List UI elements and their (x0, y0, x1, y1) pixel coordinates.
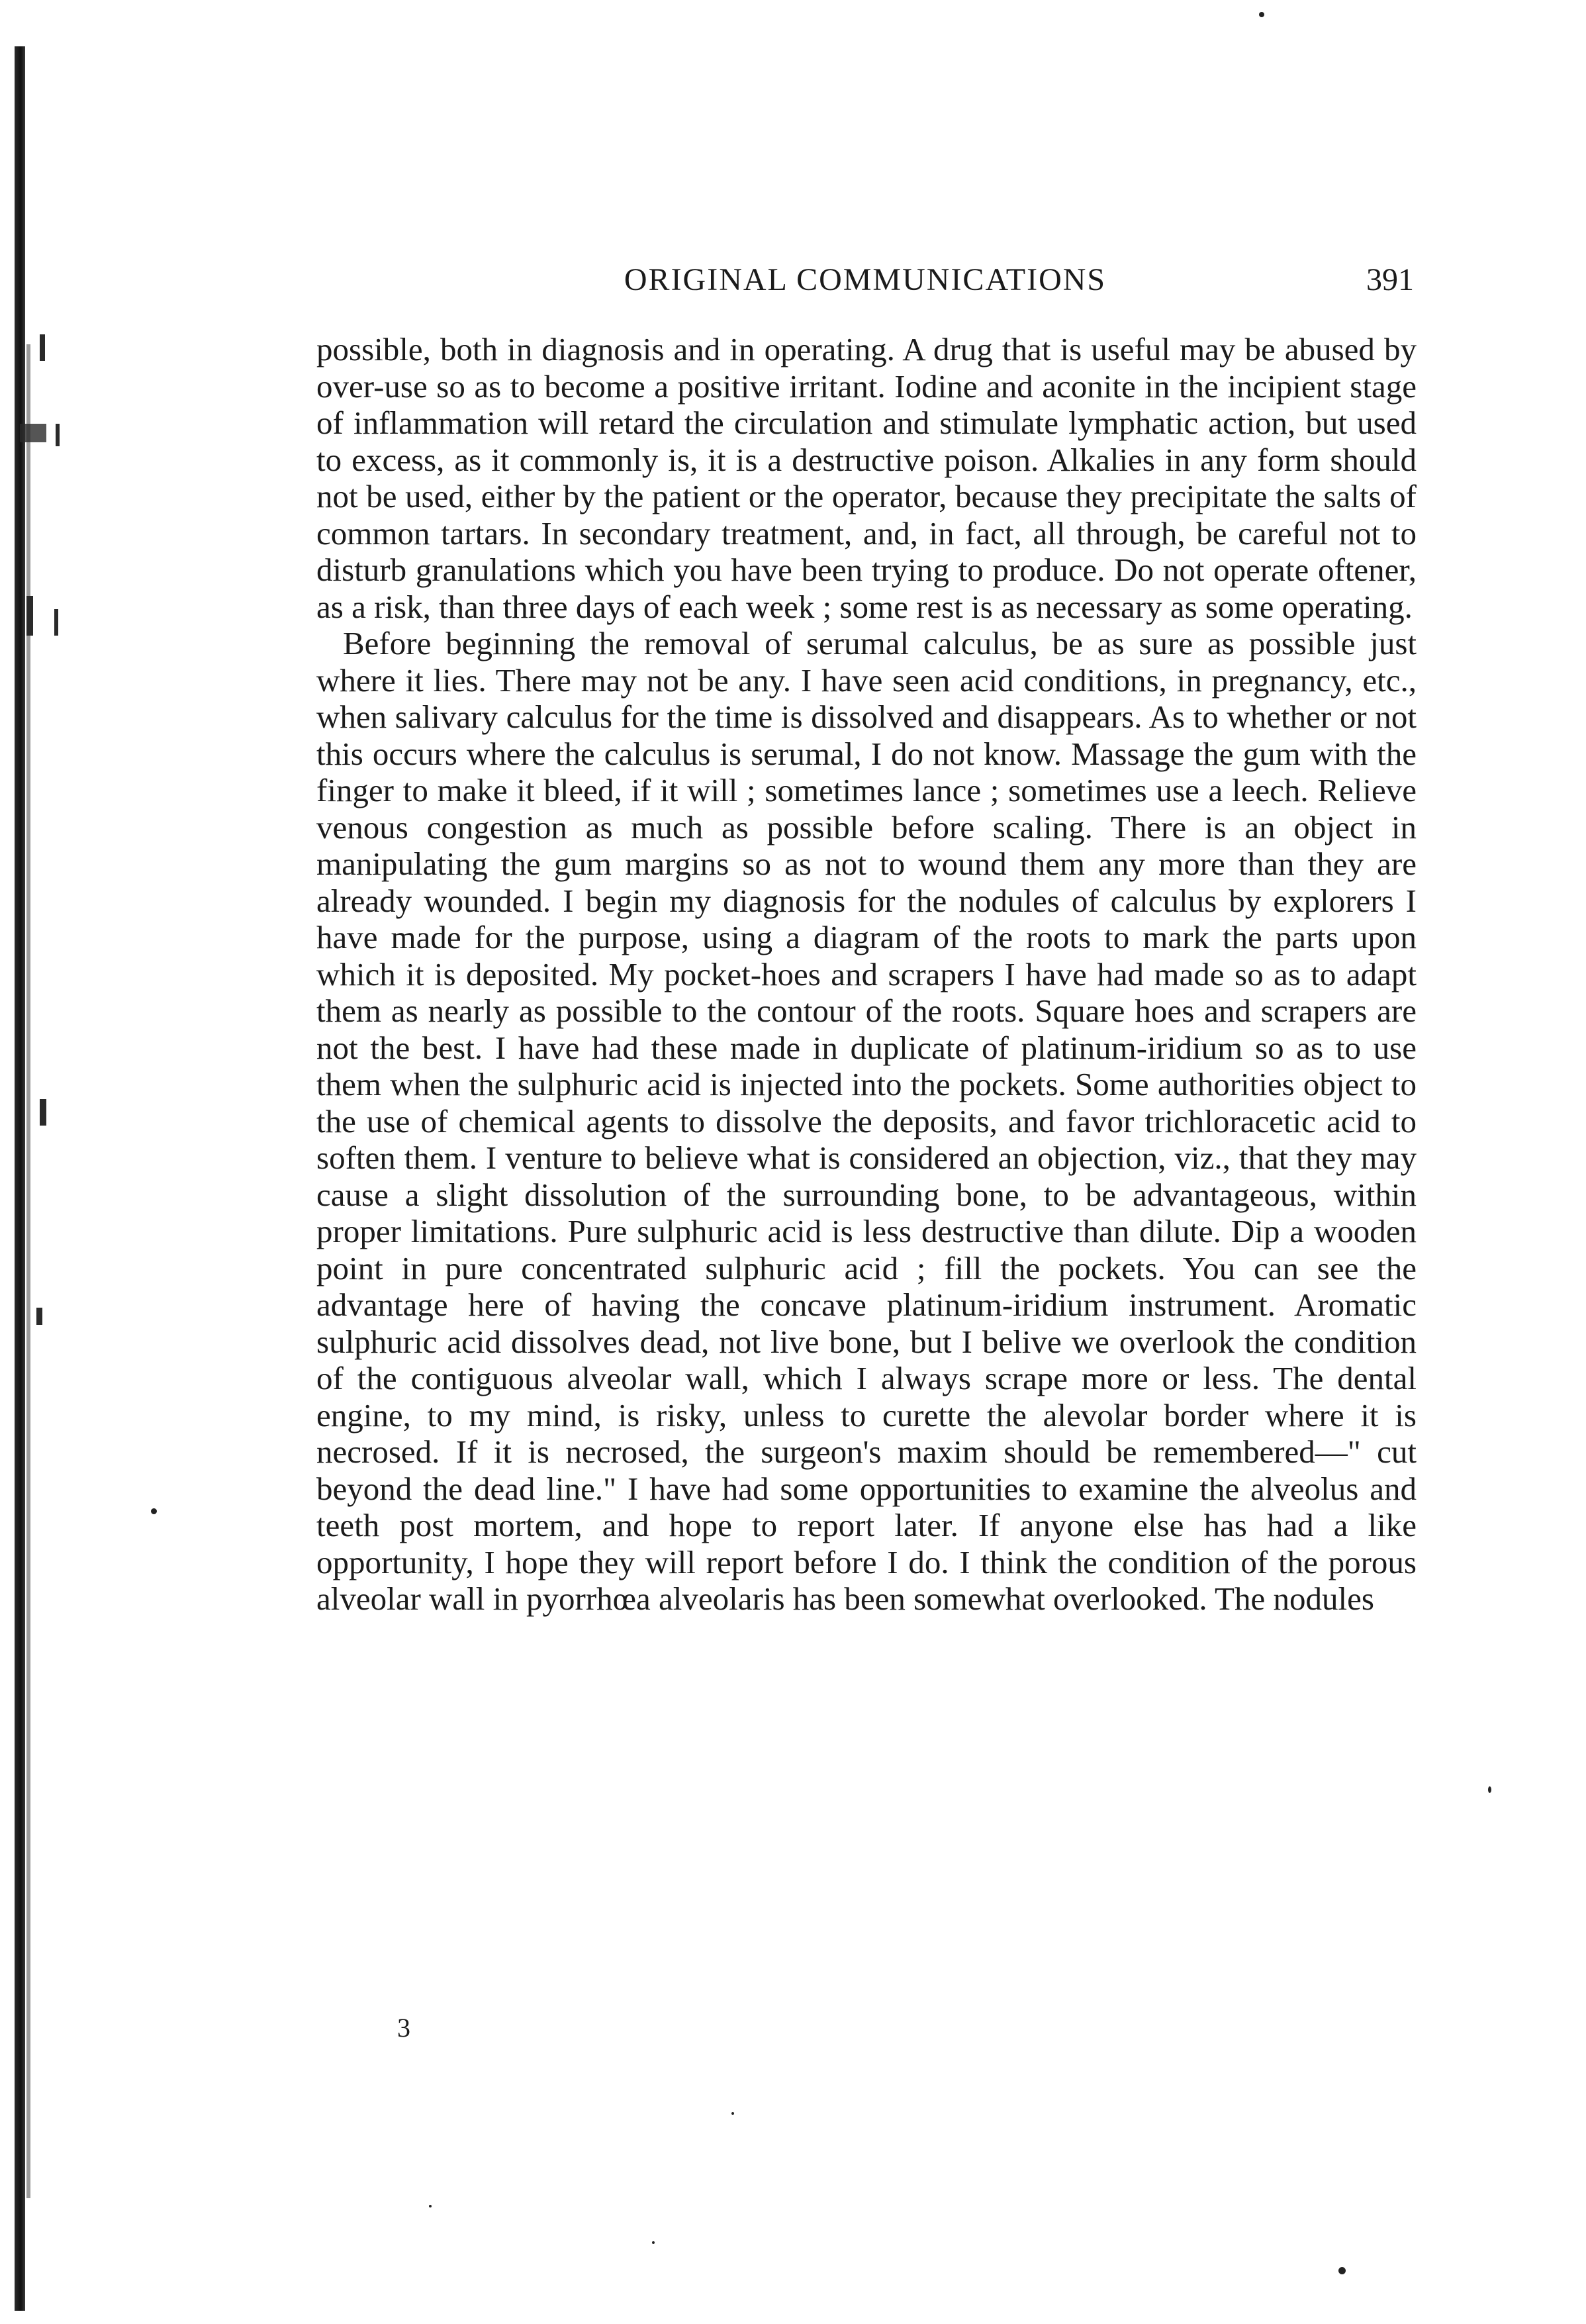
margin-mark (40, 334, 45, 361)
page-header (316, 257, 1414, 303)
paragraph: Before beginning the removal of serumal calculus, be as sure as possible just where it lies. There may not be any. I have seen acid conditions, in pregnancy, etc., when salivary calculus for the time is dissolved and disappears. As to whether or not this occurs where the calculus is serumal, I do not know. Massage the gum with the finger to make it bleed, if it will ; sometimes lance ; sometimes use a leech. Relieve venous congestion as much as possible before scaling. There is an object in manipulating the gum margins so as not to wound them any more than they are already wounded. I begin my diagnosis for the nodules of calculus by explorers I have made for the purpose, using a diagram of the roots to mark the parts upon which it is deposited. My pocket-hoes and scrapers I have had made so as to adapt them as nearly as possible to the contour of the roots. Square hoes and scrapers are not the best. I have had these made in duplicate of platinum-iridium so as to use them when the sulphuric acid is injected into the pockets. Some authorities object to the use of chemical agents to dissolve the deposits, and favor trichloracetic acid to soften them. I venture to believe what is considered an objection, viz., that they may cause a slight dissolution of the surrounding bone, to be advantageous, within proper limitations. Pure sulphuric acid is less destructive than dilute. Dip a wooden point in pure concentrated sulphuric acid ; fill the pockets. You can see the advantage here of having the concave platinum-iridium instrument. Aromatic sulphuric acid dissolves dead, not live bone, but I belive we overlook the condition of the contiguous alveolar wall, which I always scrape more or less. The dental engine, to my mind, is risky, unless to curette the alevolar border where it is necrosed. If it is necrosed, the surgeon's maxim should be remembered—" cut beyond the dead line." I have had some opportunities to examine the alveolus and teeth post mortem, and hope to report later. If anyone else has had a like opportunity, I hope they will report before I do. I think the condition of the porous alveolar wall in pyorrhœa alveolaris has been somewhat overlooked. The nodules (316, 625, 1417, 1617)
paragraph: possible, both in diagnosis and in operating. A drug that is useful may be abused by over-use so as to become a positive irritant. Iodine and aconite in the incipient stage of inflammation will retard the circulation and stimulate lymphatic action, but used to excess, as it commonly is, it is a destructive poison. Alkalies in any form should not be used, either by the patient or the operator, because they precipitate the salts of common tartars. In secondary treatment, and, in fact, all through, be careful not to disturb granulations which you have been trying to produce. Do not operate oftener, as a risk, than three days of each week ; some rest is as necessary as some operating. (316, 331, 1417, 625)
margin-mark (54, 609, 58, 636)
margin-mark (56, 424, 60, 446)
speck (151, 1508, 157, 1514)
margin-mark (26, 596, 33, 636)
signature-mark: 3 (397, 2013, 410, 2043)
page-number: 391 (1366, 262, 1414, 297)
speck (1259, 12, 1264, 17)
speck (1488, 1786, 1491, 1793)
speck (1338, 2267, 1346, 2274)
speck (652, 2241, 655, 2244)
margin-mark (36, 1308, 42, 1325)
binding-shadow (15, 46, 25, 2311)
body-text (316, 331, 1417, 1618)
speck (429, 2205, 432, 2207)
speck (731, 2112, 734, 2115)
margin-mark (20, 424, 46, 442)
running-head: ORIGINAL COMMUNICATIONS (624, 262, 1107, 297)
margin-mark (40, 1099, 46, 1126)
